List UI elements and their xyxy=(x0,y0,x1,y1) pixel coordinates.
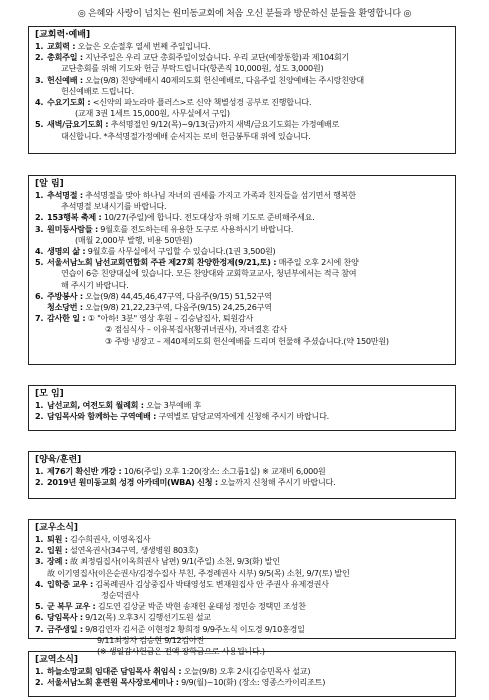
notice-line xyxy=(35,302,449,313)
item-text: 오늘(9/8) 오후 2시(김승민목사 설교) xyxy=(183,666,311,676)
item-text: 매주일 오후 2시에 찬양 xyxy=(278,257,359,268)
item-text: 9/8김연자 김서준 이현정2 황희정 9/9주노식 이도경 9/10홍경일 xyxy=(85,623,305,634)
item-number: 6. xyxy=(35,612,44,623)
notice-line xyxy=(35,41,449,52)
item-number: 2. xyxy=(35,52,44,63)
item-heading: 남선교회, 여전도회 월례회 : xyxy=(47,400,144,410)
item-text: 오늘까지 신청해 주시기 바랍니다. xyxy=(220,477,336,488)
item-number: 2. xyxy=(35,212,44,223)
notice-line xyxy=(35,601,449,612)
item-text: 김록례권사 김상중집사 박태영성도 변재원집사 안 주권사 유제경권사 xyxy=(95,578,329,589)
item-number: 7. xyxy=(35,313,44,324)
item-text: 추석명절을 맞아 하나님 자녀의 권세를 가지고 가족과 친지들을 섬기면서 행복한 xyxy=(85,190,356,200)
notice-line xyxy=(35,624,449,635)
notice-line-cont: 해 주시기 바랍니다. xyxy=(61,279,129,290)
notice-line xyxy=(35,545,449,556)
item-heading: 153행복 축제 : xyxy=(47,212,102,223)
item-text: 9월호를 사무실에서 구입할 수 있습니다.(1권 3,500원) xyxy=(87,246,276,257)
section-worship xyxy=(28,26,456,154)
notice-line-cont: 대신합니다. *추석명절가정예배 순서지는 로비 헌금봉투대 위에 있습니다. xyxy=(61,130,311,141)
notice-line xyxy=(35,400,449,411)
item-number: 4. xyxy=(35,246,44,257)
item-heading: 금주생일 : xyxy=(47,623,83,634)
notice-line-cont: 연습이 6층 친양대실에 있습니다. 모든 찬양대와 교회학교교사, 청년부에서는 적극 참여 xyxy=(61,268,357,279)
item-text: 오늘(9/8) 친양예배시 40제의도회 헌신예배로, 다음주일 친양예배는 주시랑친양대 xyxy=(85,74,364,85)
notice-line xyxy=(35,224,449,235)
notice-line xyxy=(35,466,449,477)
section-ministry-news xyxy=(28,651,456,697)
item-heading: 생명의 삶 : xyxy=(47,246,86,257)
notice-line xyxy=(35,257,449,268)
item-number: 3. xyxy=(35,556,44,567)
notice-line xyxy=(35,477,449,488)
item-number: 2. xyxy=(35,545,44,556)
notice-line xyxy=(35,246,449,257)
item-text: 故 최정림집사(이옥희권사 남편) 9/1(주일) 소천, 9/3(화) 발인 xyxy=(70,556,280,567)
item-heading: 퇴원 : xyxy=(47,534,68,544)
item-number: 5. xyxy=(35,119,44,130)
item-number: 3. xyxy=(35,74,44,85)
section-title: [알 림] xyxy=(35,179,64,189)
item-number: 1. xyxy=(35,466,44,476)
item-heading: 입원 : xyxy=(47,545,68,556)
item-number: 1. xyxy=(35,190,44,200)
item-heading: 교회력 : xyxy=(47,41,76,51)
item-heading: 2019년 원미동교회 성경 아카데미(WBA) 신청 : xyxy=(47,477,218,488)
notice-line-cont: ② 점심식사 – 이유복집사(황귀녀권사), 자녀결혼 감사 xyxy=(105,324,287,335)
item-heading: 원미동사람들 : xyxy=(47,223,98,234)
item-number: 4. xyxy=(35,97,44,108)
item-number: 2. xyxy=(35,477,44,488)
item-text: 9월호를 전도하는데 유용한 도구로 사용하시기 바랍니다. xyxy=(100,223,294,234)
item-text: 오늘(9/8) 44,45,46,47구역, 다음주(9/15) 51,52구역 xyxy=(85,290,272,301)
item-text: 10/27(주일)에 합니다. 전도대상자 위해 기도로 준비해주세요. xyxy=(103,212,315,223)
notice-line xyxy=(35,612,449,623)
item-number: 5. xyxy=(35,257,44,268)
item-heading: 입학중 교우 : xyxy=(47,578,93,589)
item-text: 설연옥권사(34구역, 생생병원 803호) xyxy=(70,545,199,556)
section-title: [모 임] xyxy=(35,389,64,399)
welcome-banner: ◎ 은혜와 사랑이 넘치는 원미동교회에 처음 오신 분들과 방문하신 분들을 환영합니다 ◎ xyxy=(77,9,412,19)
notice-line xyxy=(35,212,449,223)
item-text: 김도연 김상균 박준 박현 송재헌 윤태성 정민승 정택민 조성찬 xyxy=(97,601,306,612)
item-heading: 장례 : xyxy=(47,556,68,567)
item-heading: 군 복무 교우 : xyxy=(47,601,96,612)
section-title: [양육/훈련] xyxy=(35,455,82,465)
item-text: 오늘은 오순절후 열세 번째 주일입니다. xyxy=(77,41,211,51)
item-heading: 감사한 일 : xyxy=(47,313,86,324)
notice-line-cont: (매월 2,000부 발행, 비용 50만원) xyxy=(75,234,193,245)
item-text: 추석명절인 9/12(목)~9/13(금)까지 새벽/금요기도회는 가정예배로 xyxy=(110,119,340,130)
item-number: 7. xyxy=(35,623,44,634)
item-number: 6. xyxy=(35,290,44,301)
notice-line-cont: 추석명절 보내시기를 바랍니다. xyxy=(61,201,167,212)
item-text: ① "아하! 3분" 영상 후원 – 김승남집사, 퇴원감사 xyxy=(87,313,254,324)
item-number: 5. xyxy=(35,601,44,612)
notice-line-cont: 교단총회를 위해 기도와 헌금 부탁드립니다(항존직 10,000원, 성도 3,000원) xyxy=(61,63,324,74)
section-meetings xyxy=(28,385,456,431)
item-heading: 새벽/금요기도회 : xyxy=(47,119,109,130)
section-notices xyxy=(28,175,456,365)
item-heading: 제76기 확신반 개강 : xyxy=(47,466,122,476)
item-heading: 수요기도회 : xyxy=(47,97,91,108)
section-title: [교회력·예배] xyxy=(35,30,91,40)
item-heading: 서울서남노회 훈련원 목사장로세미나 : xyxy=(47,677,179,688)
item-heading: 주방봉사 : xyxy=(47,290,83,301)
item-text: <신약의 파노라마 플러스>로 신약 책별성경 공부로 진행합니다. xyxy=(92,97,312,108)
notice-line xyxy=(35,97,449,108)
notice-line xyxy=(35,411,449,422)
item-heading: 총회주일 : xyxy=(47,52,83,63)
notice-line-cont: 故 이기영집사(이은순권사/김경수집사 부친, 주경례권사 시부) 9/5(목) 소천, 9/7(토) 발인 xyxy=(47,567,350,578)
item-number: 1. xyxy=(35,534,44,544)
section-members-news xyxy=(28,519,456,657)
notice-line-cont: (교재 3권 1세트 15,000원, 사무실에서 구입) xyxy=(75,108,230,119)
item-text: 오늘(9/8) 21,22,23구역, 다음주(9/15) 24,25,26구역 xyxy=(85,302,272,313)
item-number: 3. xyxy=(35,223,44,234)
notice-line xyxy=(35,313,449,324)
notice-line xyxy=(35,75,449,86)
item-text: 10/6(주일) 오후 1:20(장소: 소그룹1실) ※ 교재비 6,000원 xyxy=(123,466,326,476)
item-number: 1. xyxy=(35,41,44,51)
item-heading: 추석명절 : xyxy=(47,190,83,200)
item-text: 지난주일은 우리 교단 총회주일이었습니다. 우리 교단(예장통합)과 제104회기 xyxy=(85,52,350,63)
item-heading: 당임목사 : xyxy=(47,612,83,623)
notice-line-cont: (※ 생일감사헌금은 전액 장학금으로 사용됩니다.) xyxy=(97,646,265,657)
item-text: 오늘 3부예배 후 xyxy=(146,400,202,410)
section-title: [교역소식] xyxy=(35,655,79,665)
item-number: 1. xyxy=(35,666,44,676)
item-text: 김수희권사, 이영옥집사 xyxy=(70,534,151,544)
item-number: 2. xyxy=(35,411,44,422)
notice-line-cont: ③ 주방 냉장고 – 제40제의도회 헌신예배를 드리며 헌물해 주셨습니다.(약 150만원) xyxy=(105,335,389,346)
notice-line xyxy=(35,666,449,677)
section-title: [교우소식] xyxy=(35,523,79,533)
section-training xyxy=(28,451,456,499)
notice-line xyxy=(35,291,449,302)
item-heading: 하늘소망교회 임대준 담임목사 취임식 : xyxy=(47,666,182,676)
item-number: 4. xyxy=(35,578,44,589)
item-heading: 서울서남노회 남선교회연합회 주관 제27회 찬양한정제(9/21,토) : xyxy=(47,257,277,268)
item-text: 구역별로 담당교역자에게 신청해 주시기 바랍니다. xyxy=(158,411,329,422)
notice-line xyxy=(35,556,449,567)
notice-line xyxy=(35,190,449,201)
notice-line-cont: 헌신예배로 드립니다. xyxy=(61,85,134,96)
notice-line xyxy=(35,52,449,63)
item-heading: 헌신예배 : xyxy=(47,74,83,85)
item-heading: 청소당번 : xyxy=(47,302,83,313)
notice-line-cont: 정순덕권사 xyxy=(101,590,139,601)
item-heading: 담임목사와 함께하는 구역예배 : xyxy=(47,411,157,422)
notice-line xyxy=(35,534,449,545)
item-text: 9/9(월)~10(화) (장소: 영종스카이리조트) xyxy=(181,677,326,688)
item-text: 9/12(목) 오후3시 김행선기도원 설교 xyxy=(85,612,211,623)
item-number: 2. xyxy=(35,677,44,688)
notice-line xyxy=(35,119,449,130)
item-number: 1. xyxy=(35,400,44,410)
notice-line xyxy=(35,677,449,688)
notice-line-cont: 9/11최정자 김승현 9/12김아진 xyxy=(97,634,205,645)
notice-line xyxy=(35,579,449,590)
